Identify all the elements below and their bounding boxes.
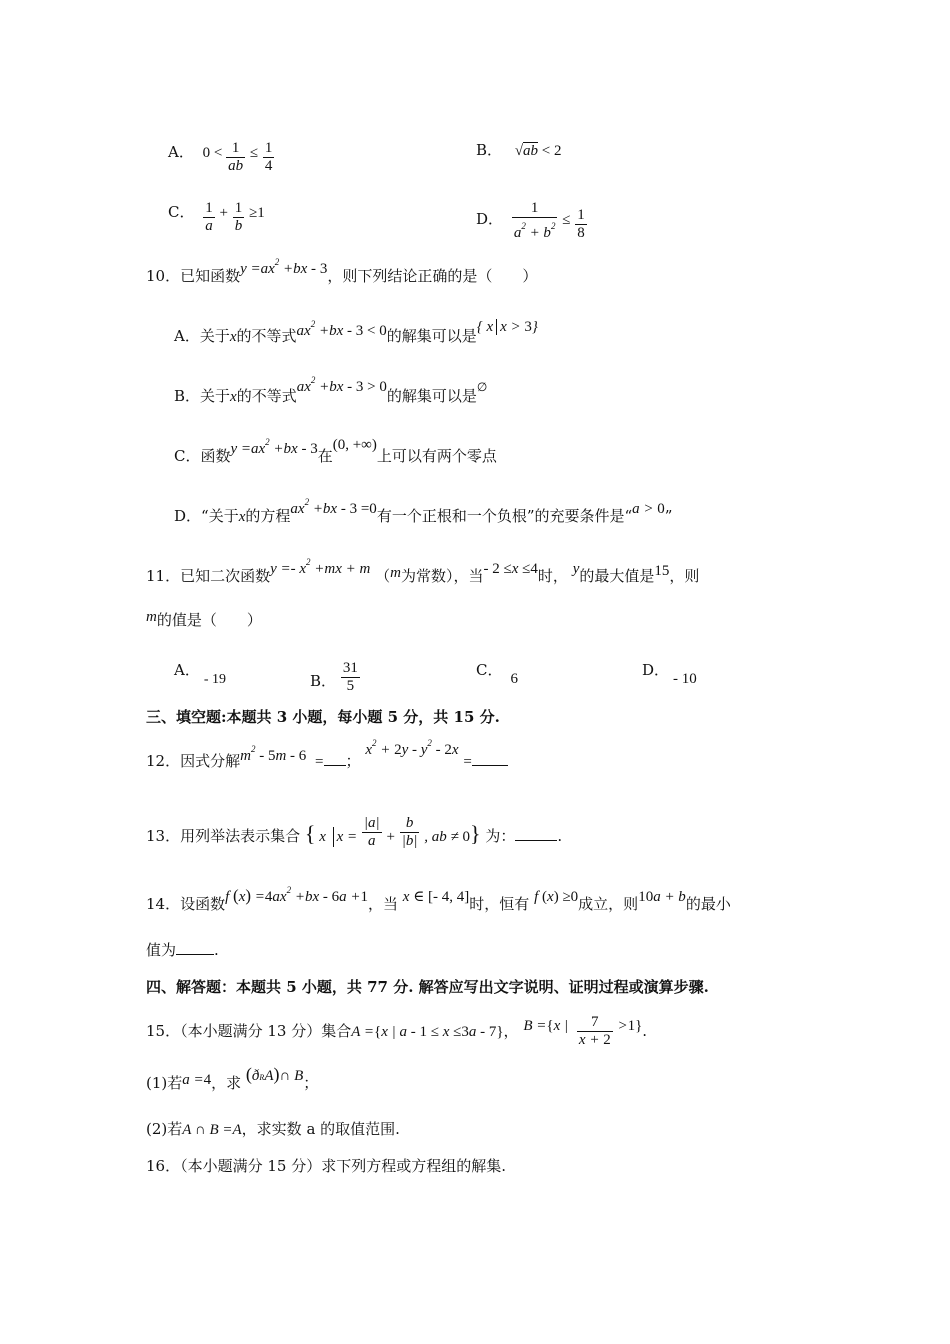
question-10-option-b: B．关于x的不等式$ax^2 +bx - 3 > 0$的解集可以是∅: [174, 375, 488, 405]
question-11-stem: 11．已知二次函数$y =- x^2 +mx + m$ （m为常数），当- 2 ≤x ≤4时， y的最大值是15，则: [146, 557, 700, 585]
question-14: 14．设函数f $(x) =4ax^2 +bx - 6a +1$，当 x ∈ [- 4, 4]时，恒有 f (x) ≥0成立，则10a + b的最小: [146, 885, 731, 913]
q9-option-a: A． 0 < $\frac{1}{ab}$ ≤ $\frac{1}{4}$: [168, 140, 273, 174]
q9-option-b: B． √ab < 2: [476, 141, 562, 159]
question-15-part-1: (1)若a =4，求 (ðRA)∩ B；: [146, 1064, 319, 1092]
question-10-option-c: C．函数$y =ax^2 +bx - 3$在(0, +∞)上可以有两个零点: [174, 437, 497, 465]
question-10-stem: 10．已知函数$y =ax^2 +bx - 3$，则下列结论正确的是（ ）: [146, 257, 538, 285]
question-16: 16．（本小题满分 15 分）求下列方程或方程组的解集.: [146, 1157, 506, 1175]
question-11-line2: m的值是（ ）: [146, 609, 262, 629]
section-3-heading: 三、填空题:本题共 3 小题，每小题 5 分，共 15 分.: [146, 708, 500, 726]
question-11-option-b: B． $\frac{31}{5}$: [310, 660, 358, 694]
question-10-option-d: D．“关于x的方程$ax^2 +bx - 3 =0$有一个正根和一个负根”的充要条件是“a > 0”: [174, 497, 673, 525]
question-11-option-a: A．- 19: [174, 661, 227, 687]
option-label: C．: [168, 203, 195, 221]
question-12: 12．因式分解$m^2 - 5m - 6$ = ； $x^2 + 2y - y^2 - 2x$ =: [146, 745, 508, 772]
question-15-part-2: (2)若A ∩ B =A，求实数 a 的取值范围.: [146, 1120, 400, 1138]
question-11-option-d: D． - 10: [642, 661, 697, 687]
question-10-option-a: A．关于x的不等式$ax^2 +bx - 3 < 0$的解集可以是{ x x > 3}: [174, 319, 538, 345]
q9-option-c: C． $\frac{1}{a}$ + $\frac{1}{b}$ ≥1: [168, 200, 265, 234]
section-4-heading: 四、解答题：本题共 5 小题，共 77 分. 解答应写出文字说明、证明过程或演算步骤.: [146, 978, 709, 996]
q9-option-d: D． $\frac{1}{a^2 + b^2}$ ≤ $\frac{1}{8}$: [476, 200, 585, 241]
question-13: 13．用列举法表示集合 { x x = $\frac{|a|}{a}$ + $\frac{b}{|b|}$ , ab ≠ 0} 为： .: [146, 815, 563, 849]
option-label: B．: [476, 141, 503, 159]
question-11-option-c: C． 6: [476, 661, 518, 687]
option-label: D．: [476, 210, 504, 228]
question-14-line2: 值为 .: [146, 941, 219, 959]
question-15: 15．（本小题满分 13 分）集合A ={x | a - 1 ≤ x ≤3a - 7}， B ={x | $\frac{7}{x + 2}$ >1}.: [146, 1014, 648, 1048]
option-label: A．: [168, 143, 194, 161]
